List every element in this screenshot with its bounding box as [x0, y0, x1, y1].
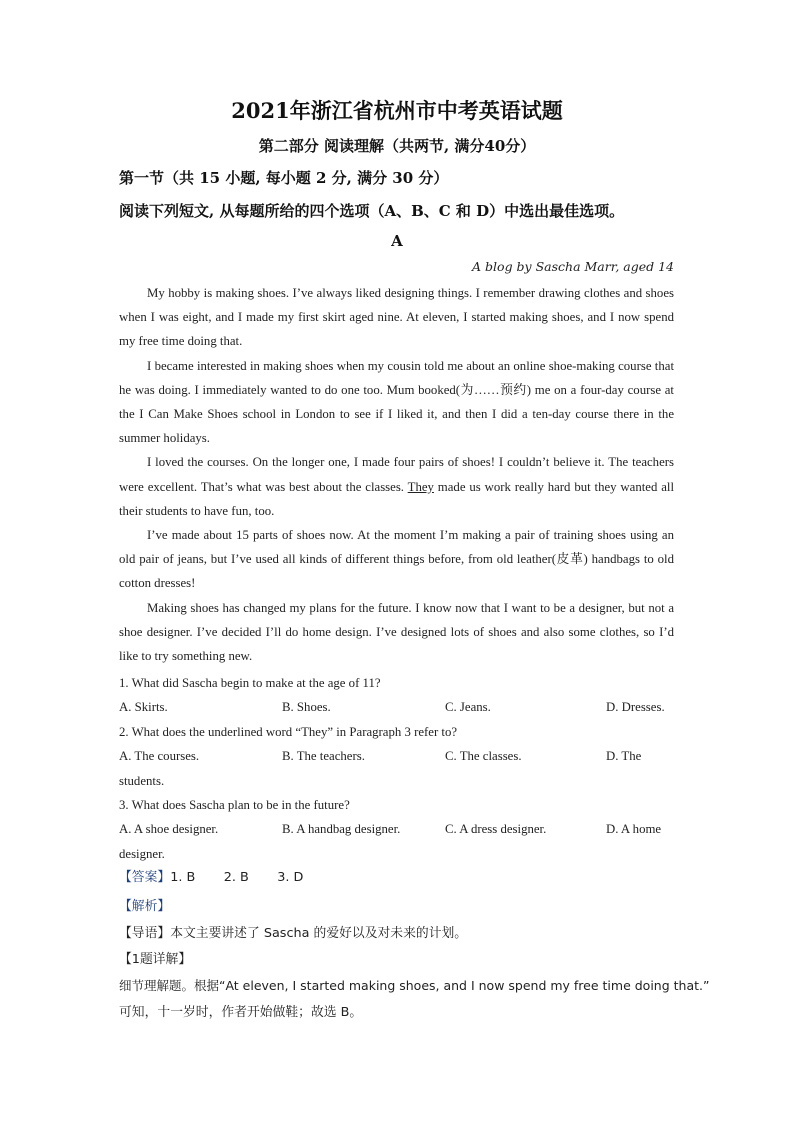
option-d-continuation: students.	[119, 773, 165, 788]
passage-label: A	[391, 232, 403, 250]
analysis-tag: 【解析】	[119, 899, 171, 914]
option-row	[119, 744, 679, 768]
question-text: 2. What does the underlined word “They” in Paragraph 3 refer to?	[119, 724, 458, 739]
paragraph-3	[119, 450, 674, 523]
document-title: 2021年浙江省杭州市中考英语试题	[231, 98, 563, 123]
paragraph-3-part-b: made us work really hard but they wanted all their students to have fun, too.	[119, 479, 675, 518]
paragraph-3-part-a: I loved the courses. On the longer one, I made four pairs of shoes! I couldn’t believe it. The teachers were excellent. That’s what was best about the classes.	[119, 455, 674, 494]
question-2	[119, 720, 679, 793]
option-row	[119, 817, 679, 841]
q1-explanation	[119, 974, 710, 1025]
option-b[interactable]: B. Shoes.	[282, 700, 331, 715]
q1-detail-tag: 【1题详解】	[119, 952, 192, 967]
option-d[interactable]: D. A home	[606, 822, 662, 837]
option-d-continuation: designer.	[119, 846, 165, 861]
option-c[interactable]: C. The classes.	[445, 749, 522, 764]
answer-line	[119, 866, 679, 890]
option-c[interactable]: C. A dress designer.	[445, 822, 547, 837]
part-heading: 第二部分 阅读理解（共两节, 满分40分）	[258, 137, 536, 155]
guide-line	[119, 922, 679, 946]
paragraph-1: My hobby is making shoes. I’ve always liked designing things. I remember drawing clothes and shoes when I was eight, and I made my first skirt aged nine. At eleven, I started making shoes, and I now spend my free time doing that.	[119, 286, 674, 349]
option-b[interactable]: B. The teachers.	[282, 749, 365, 764]
option-a[interactable]: A. The courses.	[119, 749, 200, 764]
option-c[interactable]: C. Jeans.	[445, 700, 491, 715]
option-d[interactable]: D. Dresses.	[606, 700, 665, 715]
underlined-word: They	[407, 479, 434, 494]
question-3	[119, 793, 679, 866]
passage-byline: A blog by Sascha Marr, aged 14	[472, 259, 674, 274]
instructions: 阅读下列短文, 从每题所给的四个选项（A、B、C 和 D）中选出最佳选项。	[119, 202, 625, 220]
option-row	[119, 695, 679, 719]
answer-tag: 【答案】	[119, 870, 171, 885]
option-a[interactable]: A. Skirts.	[119, 700, 168, 715]
paragraph-5: Making shoes has changed my plans for the future. I know now that I want to be a designer, but not a shoe designer. I’ve decided I’ll do home design. I’ve designed lots of shoes and also some clothes, so I’d like to try something new.	[119, 600, 674, 664]
section-heading: 第一节（共 15 小题, 每小题 2 分, 满分 30 分）	[119, 169, 449, 187]
option-a[interactable]: A. A shoe designer.	[119, 822, 219, 837]
paragraph-2: I became interested in making shoes when my cousin told me about an online shoe-making course that he was doing. I immediately wanted to do one too. Mum booked(为……预约) me on a four-day course at the I Can Make Shoes school in London to see if I liked it, and then I did a ten-day course there in the summer holidays.	[119, 358, 674, 446]
q1-detail-heading	[119, 948, 679, 972]
question-text: 3. What does Sascha plan to be in the future?	[119, 798, 350, 813]
guide-tag: 【导语】	[119, 926, 171, 941]
answer-text: 1. B 2. B 3. D	[170, 870, 304, 885]
option-b[interactable]: B. A handbag designer.	[282, 822, 401, 837]
guide-text: 本文主要讲述了 Sascha 的爱好以及对未来的计划。	[170, 926, 468, 941]
q1-explanation-line-2: 可知，十一岁时，作者开始做鞋；故选 B。	[119, 1005, 363, 1020]
analysis-heading	[119, 895, 679, 919]
question-1	[119, 671, 679, 720]
paragraph-4: I’ve made about 15 parts of shoes now. At the moment I’m making a pair of training shoes using an old pair of jeans, but I’ve used all kinds of different things before, from old leather(皮革) handbags to old cotton dresses!	[119, 528, 674, 591]
question-list	[119, 671, 679, 866]
passage-body	[119, 281, 674, 668]
question-text: 1. What did Sascha begin to make at the age of 11?	[119, 676, 381, 690]
q1-explanation-line-1: 细节理解题。根据“At eleven, I started making shoes, and I now spend my free time doing that.”	[119, 978, 710, 993]
option-d[interactable]: D. The	[606, 749, 642, 764]
